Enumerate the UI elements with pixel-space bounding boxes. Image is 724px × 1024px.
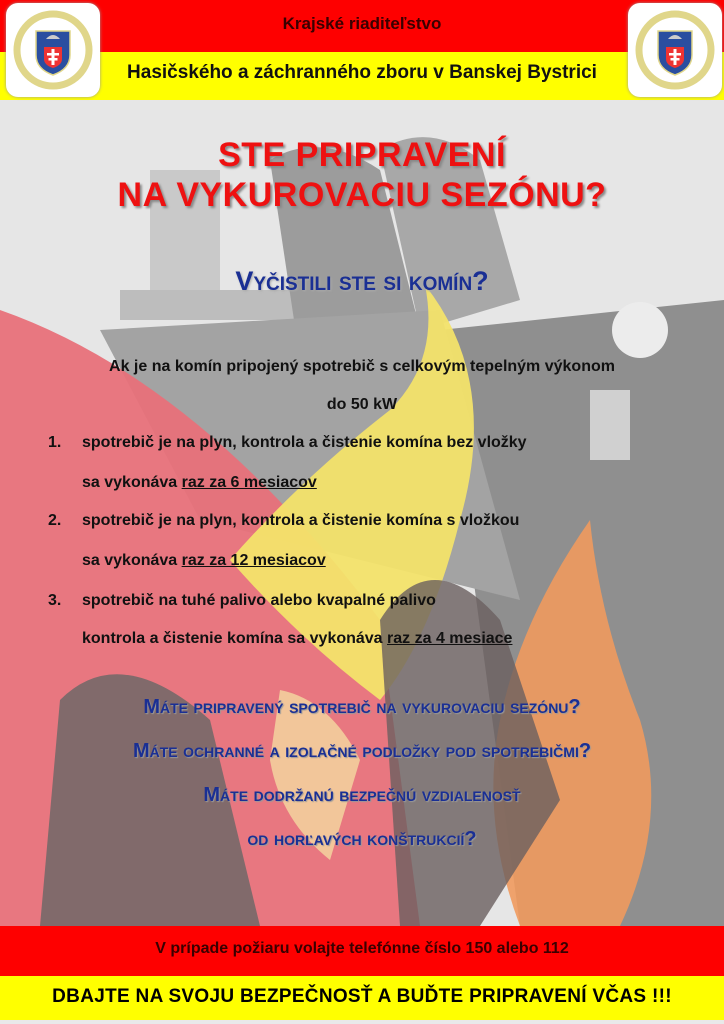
poster-title-line1: STE PRIPRAVENÍ — [218, 136, 506, 174]
header-org-line2: Hasičského a záchranného zboru v Banskej Bystrici — [127, 62, 597, 83]
emergency-numbers-text: V prípade požiaru volajte telefónne číslo 150 alebo 112 — [155, 940, 569, 957]
list-item-3-continuation — [82, 630, 512, 648]
list-item-cont-text: sa vykonáva — [82, 552, 182, 569]
question-3: Máte dodržanú bezpečnú vzdialenosť — [203, 784, 521, 806]
header-org-line1: Krajské riaditeľstvo — [282, 14, 442, 33]
list-item-2 — [48, 512, 519, 530]
question-4: od horľavých konštrukcií? — [247, 828, 477, 850]
list-item-text: spotrebič je na plyn, kontrola a čistenie komína bez vložky — [82, 434, 527, 451]
interval-underlined: raz za 6 mesiacov — [181, 474, 317, 491]
intro-line2: do 50 kW — [326, 396, 398, 413]
list-item-text: spotrebič je na plyn, kontrola a čistenie komína s vložkou — [82, 512, 520, 529]
list-item-number: 3. — [48, 592, 62, 609]
list-item-number: 1. — [48, 434, 62, 451]
poster-title-line2: NA VYKUROVACIU SEZÓNU? — [117, 176, 607, 214]
list-item-number: 2. — [48, 512, 62, 529]
question-1: Máte pripravený spotrebič na vykurovaciu sezónu? — [143, 696, 581, 718]
list-item-3 — [48, 592, 436, 610]
poster-subtitle: Vyčistili ste si komín? — [235, 266, 489, 296]
list-item-1 — [48, 434, 527, 452]
safety-slogan: DBAJTE NA SVOJU BEZPEČNOSŤ A BUĎTE PRIPRAVENÍ VČAS !!! — [52, 986, 672, 1007]
list-item-cont-text: kontrola a čistenie komína sa vykonáva — [82, 630, 388, 647]
list-item-cont-text: sa vykonáva — [82, 474, 182, 491]
list-item-1-continuation — [82, 474, 317, 492]
intro-line1: Ak je na komín pripojený spotrebič s celkovým tepelným výkonom — [109, 358, 615, 375]
question-2: Máte ochranné a izolačné podložky pod spotrebičmi? — [132, 740, 592, 762]
interval-underlined: raz za 4 mesiace — [387, 630, 513, 647]
list-item-text: spotrebič na tuhé palivo alebo kvapalné palivo — [82, 592, 436, 609]
list-item-2-continuation — [82, 552, 326, 570]
interval-underlined: raz za 12 mesiacov — [181, 552, 326, 569]
